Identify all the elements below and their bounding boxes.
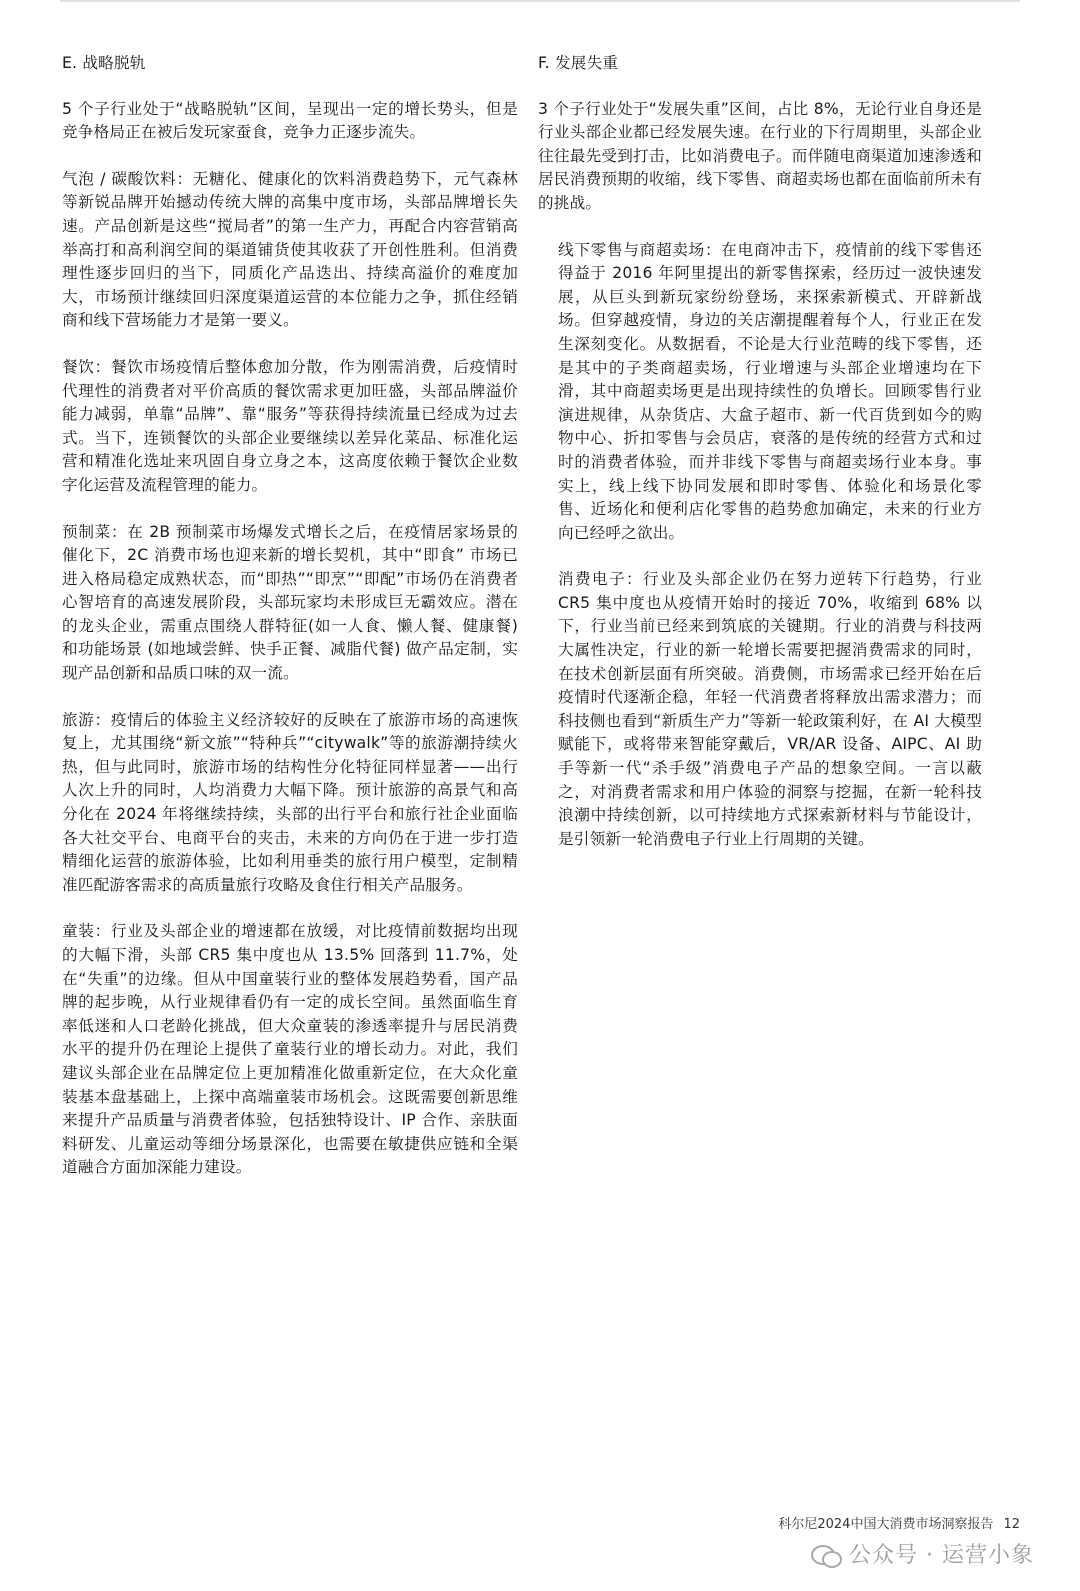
paragraph-tourism: 旅游：疫情后的体验主义经济较好的反映在了旅游市场的高速恢复上，尤其围绕“新文旅”“特种兵”“citywalk”等的旅游潮持续火热，但与此同时，旅游市场的结构性分化特征同样显著——出行人次上升的同时，人均消费力大幅下降。预计旅游的高景气和高分化在 2024 年将继续持续，头部的出行平台和旅行社企业面临各大社交平台、电商平台的夹击，未来的方向仍在于进一步打造精细化运营的旅游体验，比如利用垂类的旅行用户模型，定制精准匹配游客需求的高质量旅行攻略及食住行相关产品服务。 [62, 710, 518, 894]
watermark-text: 公众号 · 运营小象 [849, 1543, 1034, 1568]
wechat-icon [811, 1543, 841, 1569]
watermark [811, 1540, 1034, 1572]
right-column [538, 52, 982, 874]
section-heading-f: F. 发展失重 [538, 54, 619, 72]
section-e-intro: 5 个子行业处于“战略脱轨”区间，呈现出一定的增长势头，但是竞争格局正在被后发玩家蚕食，竞争力正逐步流失。 [62, 99, 518, 142]
paragraph-consumer-electronics: 消费电子：行业及头部企业仍在努力逆转下行趋势，行业 CR5 集中度也从疫情开始时的接近 70%，收缩到 68% 以下，行业当前已经来到筑底的关键期。行业的消费与科技两大属性决定，行业的新一轮增长需要把握消费需求的同时，在技术创新层面有所突破。消费侧，市场需求已经开始在后疫情时代逐渐企稳，年轻一代消费者将释放出需求潜力；而科技侧也看到“新质生产力”等新一轮政策利好，在 AI 大模型赋能下，或将带来智能穿戴后，VR/AR 设备、AIPC、AI 助手等新一代“杀手级”消费电子产品的想象空间。一言以蔽之，对消费者需求和用户体验的洞察与挖掘，在新一轮科技浪潮中持续创新，以可持续地方式探索新材料与节能设计，是引领新一轮消费电子行业上行周期的关键。 [558, 570, 982, 848]
top-divider [60, 0, 1020, 2]
section-heading-e: E. 战略脱轨 [62, 54, 146, 72]
left-column [62, 52, 518, 1203]
paragraph-catering: 餐饮：餐饮市场疫情后整体愈加分散，作为刚需消费，后疫情时代理性的消费者对平价高质的餐饮需求更加旺盛，头部品牌溢价能力减弱，单靠“品牌”、靠“服务”等获得持续流量已经成为过去式。当下，连锁餐饮的头部企业要继续以差异化菜品、标准化运营和精准化选址来巩固自身立身之本，这高度依赖于餐饮企业数字化运营及流程管理的能力。 [62, 357, 518, 494]
page-footer [778, 1517, 1020, 1533]
report-title: 科尔尼2024中国大消费市场洞察报告 [778, 1517, 994, 1532]
page-number: 12 [1003, 1517, 1020, 1532]
paragraph-soda: 气泡 / 碳酸饮料：无糖化、健康化的饮料消费趋势下，元气森林等新锐品牌开始撼动传统大牌的高集中度市场，头部品牌增长失速。产品创新是这些“搅局者”的第一生产力，再配合内容营销高举高打和高利润空间的渠道铺货使其收获了开创性胜利。但消费理性逐步回归的当下，同质化产品迭出、持续高溢价的难度加大，市场预计继续回归深度渠道运营的本位能力之争，抓住经销商和线下营场能力才是第一要义。 [62, 169, 518, 330]
section-f-intro: 3 个子行业处于“发展失重”区间，占比 8%，无论行业自身还是行业头部企业都已经发展失速。在行业的下行周期里，头部企业往往最先受到打击，比如消费电子。而伴随电商渠道加速渗透和居民消费预期的收缩，线下零售、商超卖场也都在面临前所未有的挑战。 [538, 99, 982, 212]
paragraph-offline-retail: 线下零售与商超卖场：在电商冲击下，疫情前的线下零售还得益于 2016 年阿里提出的新零售探索，经历过一波快速发展，从巨头到新玩家纷纷登场，来探索新模式、开辟新战场。但穿越疫情，身边的关店潮提醒着每个人，行业正在发生深刻变化。从数据看，不论是大行业范畴的线下零售，还是其中的子类商超卖场，行业增速与头部企业增速均在下滑，其中商超卖场更是出现持续性的负增长。回顾零售行业演进规律，从杂货店、大盒子超市、新一代百货到如今的购物中心、折扣零售与会员店，衰落的是传统的经营方式和过时的消费者体验，而并非线下零售与商超卖场行业本身。事实上，线上线下协同发展和即时零售、体验化和场景化零售、近场化和便利店化零售的趋势愈加确定，未来的行业方向已经呼之欲出。 [558, 240, 982, 542]
paragraph-prepared-food: 预制菜：在 2B 预制菜市场爆发式增长之后，在疫情居家场景的催化下，2C 消费市场也迎来新的增长契机，其中“即食” 市场已进入格局稳定成熟状态，而“即热”“即烹”“即配”市场仍在消费者心智培育的高速发展阶段，头部玩家均未形成巨无霸效应。潜在的龙头企业，需重点围绕人群特征(如一人食、懒人餐、健康餐) 和功能场景 (如地域尝鲜、快手正餐、减脂代餐) 做产品定制，实现产品创新和品质口味的双一流。 [62, 522, 518, 683]
paragraph-kidswear: 童装：行业及头部企业的增速都在放缓，对比疫情前数据均出现的大幅下滑，头部 CR5 集中度也从 13.5% 回落到 11.7%，处在“失重”的边缘。但从中国童装行业的整体发展趋势看，国产品牌的起步晚，从行业规律看仍有一定的成长空间。虽然面临生育率低迷和人口老龄化挑战，但大众童装的渗透率提升与居民消费水平的提升仍在理论上提供了童装行业的增长动力。对此，我们建议头部企业在品牌定位上更加精准化做重新定位，在大众化童装基本盘基础上，上探中高端童装市场机会。这既需要创新思维来提升产品质量与消费者体验，包括独特设计、IP 合作、亲肤面料研发、儿童运动等细分场景深化，也需要在敏捷供应链和全渠道融合方面加深能力建设。 [62, 922, 518, 1177]
